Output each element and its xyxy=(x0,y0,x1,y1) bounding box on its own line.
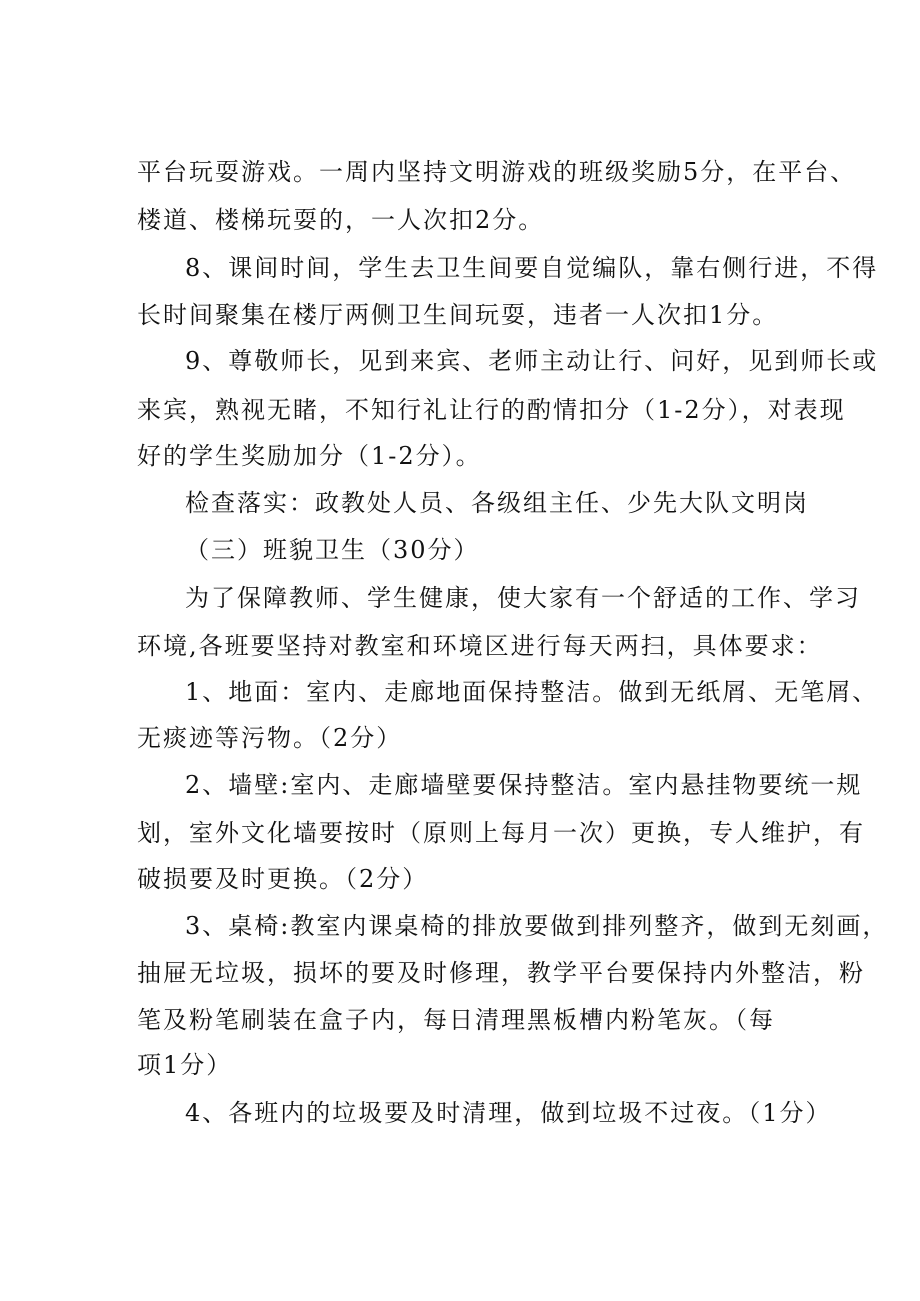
text-line: 3、桌椅:教室内课桌椅的排放要做到排列整齐，做到无刻画， xyxy=(185,912,889,940)
text-line: 8、课间时间，学生去卫生间要自觉编队，靠右侧行进，不得 xyxy=(185,254,879,282)
text-line: 检查落实：政教处人员、各级组主任、少先大队文明岗 xyxy=(185,489,809,517)
text-line: 平台玩耍游戏。一周内坚持文明游戏的班级奖励5分，在平台、 xyxy=(137,158,857,186)
text-line: 好的学生奖励加分（1-2分）。 xyxy=(137,442,482,470)
text-line: 项1分） xyxy=(137,1051,233,1079)
text-line: 长时间聚集在楼厅两侧卫生间玩耍，违者一人次扣1分。 xyxy=(137,301,779,329)
text-line: 无痰迹等污物。（2分） xyxy=(137,724,403,752)
text-line: 破损要及时更换。（2分） xyxy=(137,865,429,893)
text-line: 笔及粉笔刷装在盒子内，每日清理黑板槽内粉笔灰。（每 xyxy=(137,1006,775,1034)
text-line: 环境,各班要坚持对教室和环境区进行每天两扫，具体要求： xyxy=(137,632,823,660)
text-line: 为了保障教师、学生健康，使大家有一个舒适的工作、学习 xyxy=(185,584,861,612)
section-heading: （三）班貌卫生（30分） xyxy=(185,536,480,564)
text-line: 4、各班内的垃圾要及时清理，做到垃圾不过夜。（1分） xyxy=(185,1099,832,1127)
text-line: 2、墙壁:室内、走廊墙壁要保持整洁。室内悬挂物要统一规 xyxy=(185,771,863,799)
text-line: 1、地面：室内、走廊地面保持整洁。做到无纸屑、无笔屑、 xyxy=(185,678,879,706)
text-line: 9、尊敬师长，见到来宾、老师主动让行、问好，见到师长或 xyxy=(185,347,879,375)
text-line: 来宾，熟视无睹，不知行礼让行的酌情扣分（1-2分），对表现 xyxy=(137,396,846,424)
text-line: 楼道、楼梯玩耍的，一人次扣2分。 xyxy=(137,206,545,234)
text-line: 抽屉无垃圾，损坏的要及时修理，教学平台要保持内外整洁，粉 xyxy=(137,959,865,987)
text-line: 划，室外文化墙要按时（原则上每月一次）更换，专人维护，有 xyxy=(137,819,865,847)
